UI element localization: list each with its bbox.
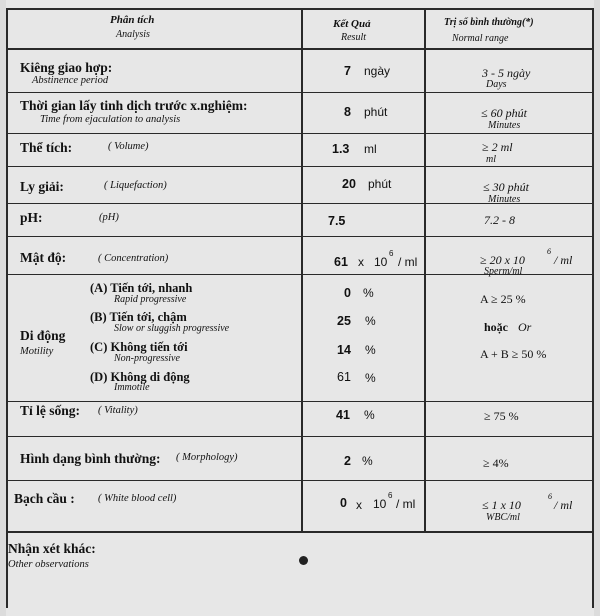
motility-b-label: (B) Tiến tới, chậm bbox=[90, 310, 187, 324]
wbc-label: Bạch cầu : bbox=[14, 491, 75, 506]
wbc-unit-pow: 10 bbox=[373, 497, 387, 511]
ph-value: 7.5 bbox=[328, 214, 346, 228]
table-bottom-divider bbox=[6, 531, 594, 533]
header-normal-en: Normal range bbox=[452, 33, 509, 44]
volume-unit: ml bbox=[364, 142, 377, 156]
row-divider bbox=[6, 133, 594, 134]
header-analysis-en: Analysis bbox=[116, 29, 150, 40]
observations-en: Other observations bbox=[8, 559, 89, 570]
header-normal-vi: Trị số bình thường(*) bbox=[444, 17, 534, 28]
motility-b-unit: % bbox=[365, 314, 376, 328]
row-divider bbox=[6, 166, 594, 167]
time-unit: phút bbox=[364, 105, 388, 119]
header-analysis-vi: Phân tích bbox=[110, 14, 155, 26]
vitality-en: ( Vitality) bbox=[98, 405, 138, 416]
motility-en: Motility bbox=[20, 346, 54, 357]
liquefaction-en: ( Liquefaction) bbox=[104, 180, 167, 191]
time-range-unit: Minutes bbox=[488, 120, 521, 131]
wbc-range: ≤ 1 x 10 bbox=[482, 498, 521, 512]
time-range: ≤ 60 phút bbox=[481, 106, 527, 120]
motility-range-or-vi: hoặc bbox=[484, 320, 508, 334]
vitality-range: ≥ 75 % bbox=[484, 409, 519, 423]
concentration-unit-exp: 6 bbox=[389, 249, 394, 258]
motility-b-value: 25 bbox=[337, 314, 351, 328]
table-border-top bbox=[6, 8, 594, 10]
motility-d-value: 61 bbox=[337, 370, 351, 384]
wbc-unit-x: x bbox=[356, 498, 362, 512]
motility-d-en: Immotile bbox=[114, 382, 150, 393]
motility-d-label: (D) Không di động bbox=[90, 370, 190, 384]
motility-d-unit: % bbox=[365, 371, 376, 385]
morphology-en: ( Morphology) bbox=[176, 452, 238, 463]
abstinence-range: 3 - 5 ngày bbox=[482, 66, 531, 80]
motility-a-unit: % bbox=[363, 286, 374, 300]
concentration-unit-x: x bbox=[358, 255, 364, 269]
wbc-range-unit: WBC/ml bbox=[486, 512, 520, 523]
liquefaction-range-unit: Minutes bbox=[488, 194, 521, 205]
vitality-unit: % bbox=[364, 408, 375, 422]
motility-range-or-en: Or bbox=[518, 320, 532, 334]
motility-c-en: Non-progressive bbox=[114, 353, 180, 364]
concentration-range: ≥ 20 x 10 bbox=[480, 253, 525, 267]
row-divider bbox=[6, 401, 594, 402]
table-border-right bbox=[592, 8, 594, 608]
table-border-col1 bbox=[301, 8, 303, 532]
concentration-unit-tail: / ml bbox=[398, 255, 418, 269]
liquefaction-unit: phút bbox=[368, 177, 392, 191]
motility-c-value: 14 bbox=[337, 343, 351, 357]
time-label: Thời gian lấy tinh dịch trước x.nghiệm: bbox=[20, 98, 248, 113]
time-value: 8 bbox=[344, 105, 351, 119]
morphology-range: ≥ 4% bbox=[483, 456, 509, 470]
ink-dot-mark bbox=[299, 556, 308, 565]
concentration-range-tail: / ml bbox=[554, 253, 573, 267]
time-en: Time from ejaculation to analysis bbox=[40, 114, 181, 125]
abstinence-range-unit: Days bbox=[486, 79, 507, 90]
wbc-value: 0 bbox=[340, 496, 347, 510]
header-result-en: Result bbox=[341, 32, 366, 43]
morphology-label: Hình dạng bình thường: bbox=[20, 451, 161, 466]
header-divider bbox=[6, 48, 594, 50]
row-divider bbox=[6, 236, 594, 237]
motility-range-ab: A + B ≥ 50 % bbox=[480, 347, 547, 361]
concentration-range-unit: Sperm/ml bbox=[484, 266, 523, 277]
liquefaction-value: 20 bbox=[342, 177, 356, 191]
abstinence-value: 7 bbox=[344, 64, 351, 78]
motility-label: Di động bbox=[20, 328, 66, 343]
ph-label: pH: bbox=[20, 210, 43, 225]
wbc-unit-exp: 6 bbox=[388, 491, 393, 500]
row-divider bbox=[6, 480, 594, 481]
wbc-range-exp: 6 bbox=[548, 492, 552, 501]
liquefaction-label: Ly giải: bbox=[20, 179, 64, 194]
concentration-unit-pow: 10 bbox=[374, 255, 388, 269]
wbc-en: ( White blood cell) bbox=[98, 493, 177, 504]
wbc-range-tail: / ml bbox=[554, 498, 573, 512]
motility-b-en: Slow or sluggish progressive bbox=[114, 323, 230, 334]
volume-range-unit: ml bbox=[486, 154, 496, 165]
concentration-label: Mật độ: bbox=[20, 250, 67, 265]
vitality-value: 41 bbox=[336, 408, 350, 422]
abstinence-en: Abstinence period bbox=[32, 75, 109, 86]
volume-label: Thể tích: bbox=[20, 140, 73, 155]
table-border-left bbox=[6, 8, 8, 608]
motility-c-unit: % bbox=[365, 343, 376, 357]
observations-label: Nhận xét khác: bbox=[8, 541, 96, 556]
vitality-label: Tỉ lệ sống: bbox=[20, 403, 81, 418]
motility-a-value: 0 bbox=[344, 286, 351, 300]
row-divider bbox=[6, 436, 594, 437]
motility-c-label: (C) Không tiến tới bbox=[90, 340, 188, 354]
concentration-value: 61 bbox=[334, 255, 348, 269]
abstinence-unit: ngày bbox=[364, 64, 391, 78]
volume-en: ( Volume) bbox=[108, 141, 149, 152]
wbc-unit-tail: / ml bbox=[396, 497, 416, 511]
morphology-value: 2 bbox=[344, 454, 351, 468]
concentration-en: ( Concentration) bbox=[98, 253, 169, 264]
ph-range: 7.2 - 8 bbox=[484, 213, 515, 227]
row-divider bbox=[6, 92, 594, 93]
morphology-unit: % bbox=[362, 454, 373, 468]
motility-a-en: Rapid progressive bbox=[114, 294, 187, 305]
volume-value: 1.3 bbox=[332, 142, 350, 156]
abstinence-label: Kiêng giao hợp: bbox=[20, 60, 113, 75]
table-border-col2 bbox=[424, 8, 426, 532]
motility-range-a: A ≥ 25 % bbox=[480, 292, 526, 306]
ph-en: (pH) bbox=[99, 212, 119, 223]
concentration-range-exp: 6 bbox=[547, 247, 551, 256]
header-result-vi: Kết Quả bbox=[333, 18, 371, 30]
liquefaction-range: ≤ 30 phút bbox=[483, 180, 529, 194]
lab-report-sheet bbox=[6, 0, 594, 616]
volume-range: ≥ 2 ml bbox=[482, 140, 513, 154]
motility-a-label: (A) Tiến tới, nhanh bbox=[90, 281, 193, 295]
